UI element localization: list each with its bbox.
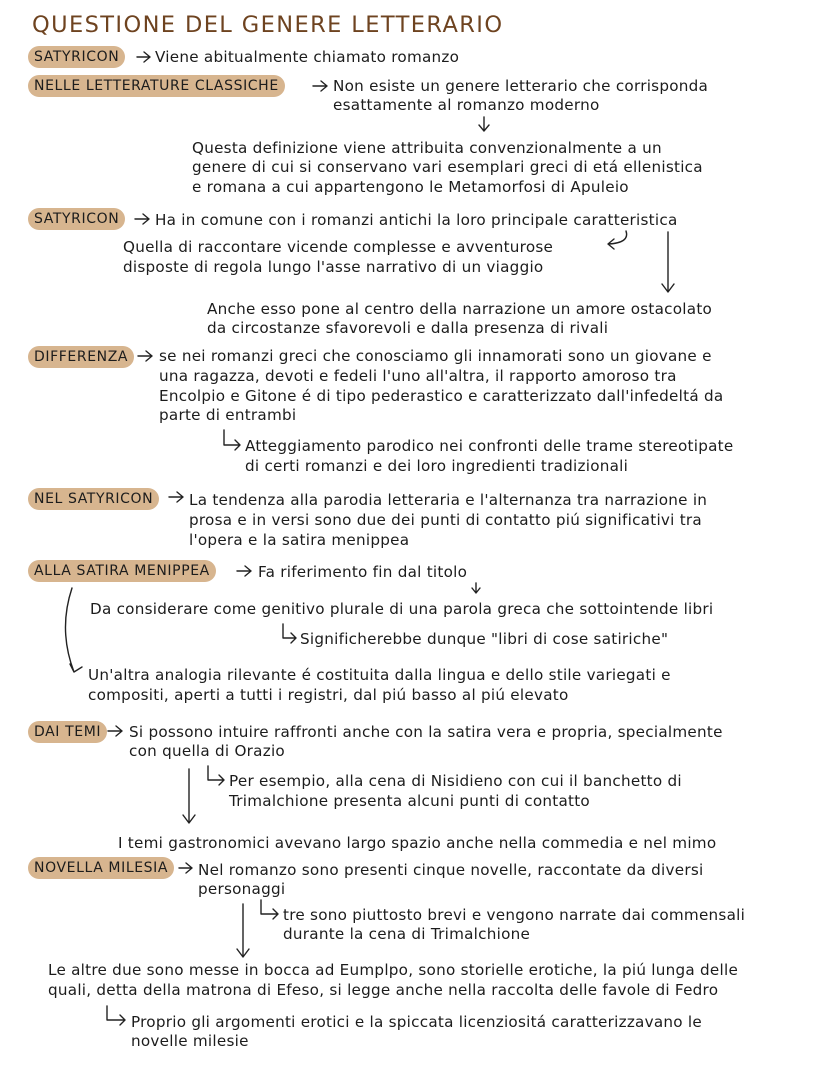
text-line: Atteggiamento parodico nei confronti delle trame stereotipate [245, 437, 734, 455]
text-line: Le altre due sono messe in bocca ad Eumplpo, sono storielle erotiche, la piú lunga delle [48, 961, 739, 979]
arrow-down-icon [237, 904, 249, 957]
keyword-nel-satyricon: NEL SATYRICON [28, 488, 159, 510]
text-line: La tendenza alla parodia letteraria e l'alternanza tra narrazione in [189, 491, 708, 509]
text-line: prosa e in versi sono due dei punti di contatto piú significativi tra [189, 511, 702, 529]
arrow-right-icon [237, 566, 251, 576]
text-line: Significherebbe dunque "libri di cose satiriche" [300, 630, 669, 648]
text-line: se nei romanzi greci che conosciamo gli innamorati sono un giovane e [159, 347, 712, 365]
text-line: parte di entrambi [159, 406, 297, 424]
keyword-differenza: DIFFERENZA [28, 346, 134, 368]
page-title: QUESTIONE DEL GENERE LETTERARIO [32, 12, 504, 38]
text-line: Da considerare come genitivo plurale di una parola greca che sottointende libri [90, 600, 714, 618]
arrow-right-icon [138, 351, 152, 361]
arrow-down-icon [479, 117, 489, 131]
arrow-right-icon [313, 81, 327, 91]
arrow-right-icon [137, 52, 150, 62]
hook-arrow-icon [208, 766, 224, 785]
hook-arrow-icon [224, 430, 240, 450]
arrow-right-icon [179, 863, 192, 873]
text-line: da circostanze sfavorevoli e dalla presenza di rivali [207, 319, 609, 337]
keyword-satyricon-1: SATYRICON [28, 46, 125, 68]
text-line: con quella di Orazio [129, 742, 285, 760]
arrow-down-icon [472, 583, 480, 593]
text-line: personaggi [198, 880, 286, 898]
text-line: Nel romanzo sono presenti cinque novelle, raccontate da diversi [198, 861, 704, 879]
text-line: quali, detta della matrona di Efeso, si legge anche nella raccolta delle favole di Fedro [48, 981, 719, 999]
text-line: Ha in comune con i romanzi antichi la loro principale caratteristica [155, 211, 678, 229]
keyword-dai-temi: DAI TEMI [28, 721, 107, 743]
arrow-down-icon [183, 769, 195, 823]
text-line: Encolpio e Gitone é di tipo pederastico e caratterizzato dall'infedeltá da [159, 387, 724, 405]
text-line: Anche esso pone al centro della narrazione un amore ostacolato [207, 300, 713, 318]
text-line: Non esiste un genere letterario che corrisponda [333, 77, 709, 95]
text-line: I temi gastronomici avevano largo spazio anche nella commedia e nel mimo [118, 834, 717, 852]
text-line: Per esempio, alla cena di Nisidieno con cui il banchetto di [229, 772, 682, 790]
text-line: una ragazza, devoti e fedeli l'uno all'altra, il rapporto amoroso tra [159, 367, 677, 385]
keyword-novella-milesia: NOVELLA MILESIA [28, 857, 174, 879]
arrow-right-icon [135, 214, 149, 224]
hook-arrow-icon [283, 624, 296, 643]
text-line: Un'altra analogia rilevante é costituita dalla lingua e dello stile variegati e [88, 666, 671, 684]
text-line: Si possono intuire raffronti anche con la satira vera e propria, specialmente [129, 723, 723, 741]
keyword-satyricon-2: SATYRICON [28, 208, 125, 230]
hook-arrow-icon [107, 1006, 125, 1025]
text-line: genere di cui si conservano vari esemplari greci di etá ellenistica [192, 158, 703, 176]
text-line: di certi romanzi e dei loro ingredienti tradizionali [245, 457, 629, 475]
curved-arrow-icon [65, 588, 82, 672]
arrow-right-icon [108, 726, 122, 736]
text-line: compositi, aperti a tutti i registri, dal piú basso al piú elevato [88, 686, 569, 704]
text-line: novelle milesie [131, 1032, 249, 1050]
text-line: Fa riferimento fin dal titolo [258, 563, 468, 581]
text-line: Trimalchione presenta alcuni punti di contatto [229, 792, 590, 810]
hook-arrow-icon [261, 900, 278, 919]
text-line: tre sono piuttosto brevi e vengono narrate dai commensali [283, 906, 746, 924]
text-line: esattamente al romanzo moderno [333, 96, 600, 114]
keyword-satira-menippea: ALLA SATIRA MENIPPEA [28, 560, 216, 582]
arrow-right-icon [169, 492, 183, 502]
arrow-down-icon [662, 232, 674, 292]
text-line: Quella di raccontare vicende complesse e avventurose [123, 238, 554, 256]
curved-arrow-icon [608, 231, 627, 249]
text-line: l'opera e la satira menippea [189, 531, 410, 549]
text-line: Viene abitualmente chiamato romanzo [155, 48, 460, 66]
text-line: disposte di regola lungo l'asse narrativo di un viaggio [123, 258, 544, 276]
text-line: Proprio gli argomenti erotici e la spiccata licenziositá caratterizzavano le [131, 1013, 702, 1031]
text-line: e romana a cui appartengono le Metamorfosi di Apuleio [192, 178, 629, 196]
text-line: durante la cena di Trimalchione [283, 925, 531, 943]
text-line: Questa definizione viene attribuita convenzionalmente a un [192, 139, 662, 157]
keyword-letterature-classiche: NELLE LETTERATURE CLASSICHE [28, 75, 285, 97]
